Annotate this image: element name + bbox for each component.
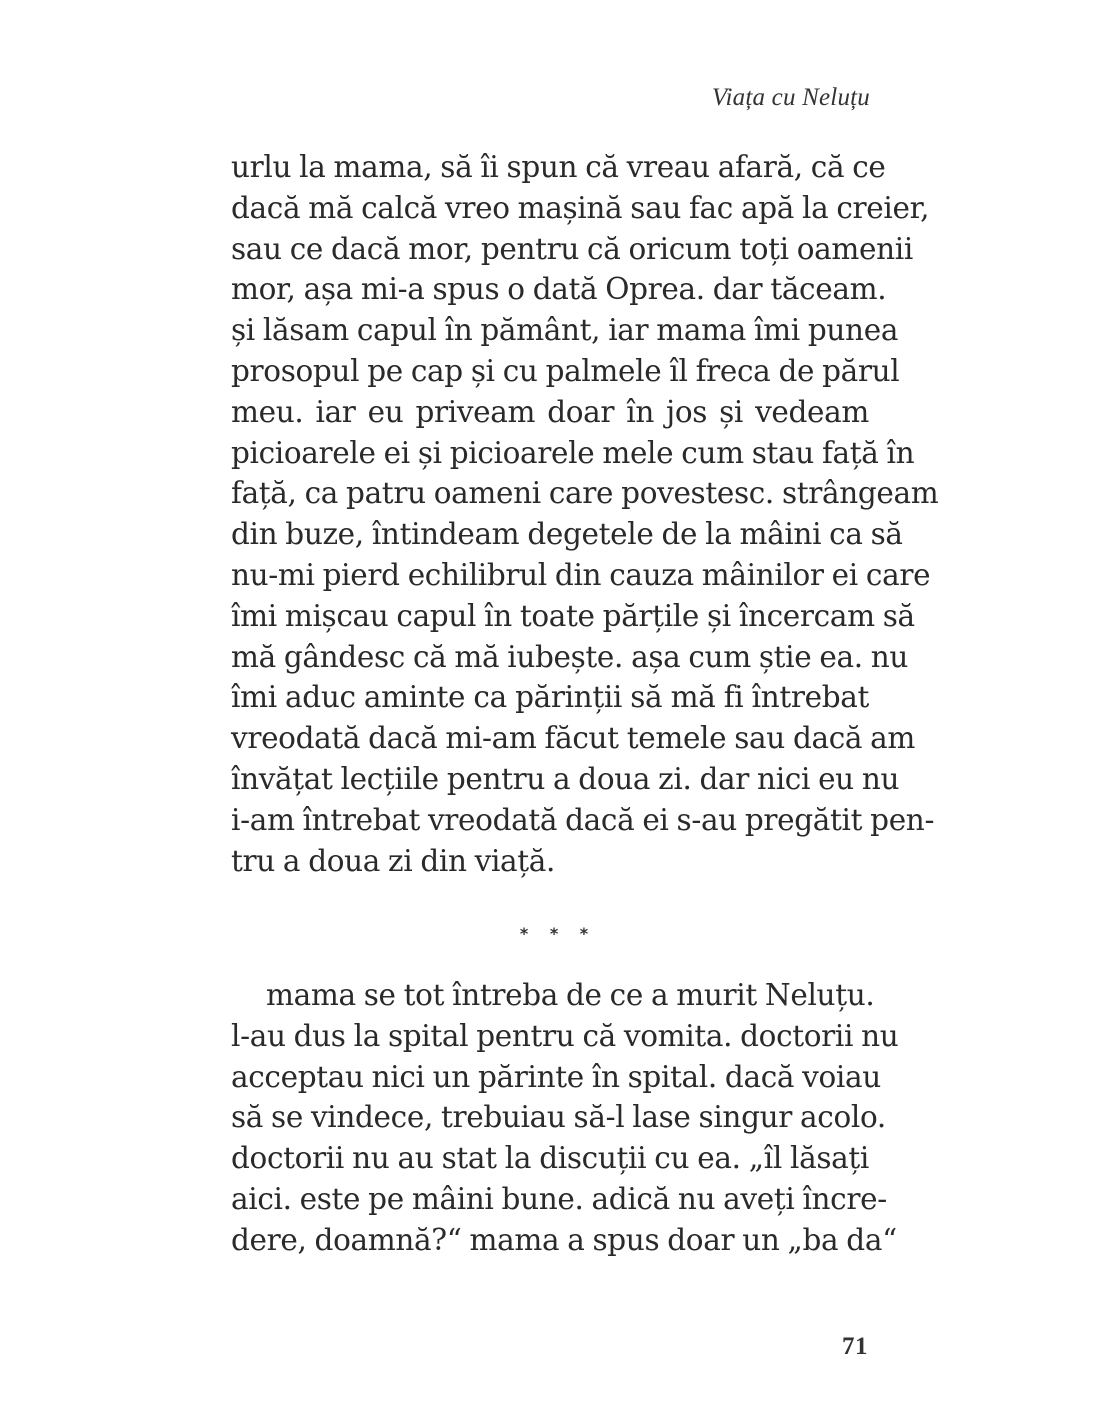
text-line: tru a doua zi din viață. [231, 843, 556, 878]
text-line: meu. iar eu priveam doar în jos și vedeam [231, 394, 869, 429]
text-line: îmi aduc aminte ca părinții să mă fi întrebat [231, 680, 869, 715]
text-line: i-am întrebat vreodată dacă ei s-au pregătit pen- [231, 802, 935, 837]
text-line: din buze, întindeam degetele de la mâini ca să [231, 517, 903, 552]
text-line: să se vindece, trebuiau să-l lase singur acolo. [231, 1100, 886, 1135]
text-line: dacă mă calcă vreo mașină sau fac apă la creier, [231, 190, 930, 225]
text-line: aici. este pe mâini bune. adică nu aveți încre- [231, 1181, 887, 1216]
text-line: îmi mișcau capul în toate părțile și încercam să [231, 598, 915, 633]
text-line: vreodată dacă mi-am făcut temele sau dacă am [231, 721, 916, 756]
text-line: mă gândesc că mă iubește. așa cum știe ea. nu [231, 639, 909, 674]
text-line: mama se tot întreba de ce a murit Neluțu. [266, 978, 875, 1012]
text-line: mor, așa mi-a spus o dată Oprea. dar tăceam. [231, 272, 887, 307]
running-head-title: Viața cu Neluțu [711, 84, 870, 111]
paragraph-new-section [231, 975, 899, 1261]
text-line: picioarele ei și picioarele mele cum stau față în [231, 435, 915, 470]
text-line: față, ca patru oameni care povestesc. strângeam [231, 476, 939, 511]
text-line: și lăsam capul în pământ, iar mama îmi punea [231, 313, 899, 348]
text-line: l-au dus la spital pentru că vomita. doctorii nu [231, 1018, 899, 1053]
paragraph-continued [231, 147, 939, 881]
page-number: 71 [842, 1333, 868, 1360]
text-line: doctorii nu au stat la discuții cu ea. „îl lăsați [231, 1141, 869, 1176]
text-line: dere, doamnă?“ mama a spus doar un „ba da“ [231, 1222, 897, 1257]
text-line: prosopul pe cap și cu palmele îl freca de părul [231, 353, 900, 388]
text-line: acceptau nici un părinte în spital. dacă voiau [231, 1059, 881, 1094]
text-line: urlu la mama, să îi spun că vreau afară, că ce [231, 150, 886, 184]
text-line: învățat lecțiile pentru a doua zi. dar nici eu nu [231, 761, 900, 796]
text-line: sau ce dacă mor, pentru că oricum toți oamenii [231, 231, 913, 266]
text-line: nu-mi pierd echilibrul din cauza mâinilor ei care [231, 557, 931, 592]
section-separator: * * * [519, 924, 597, 943]
